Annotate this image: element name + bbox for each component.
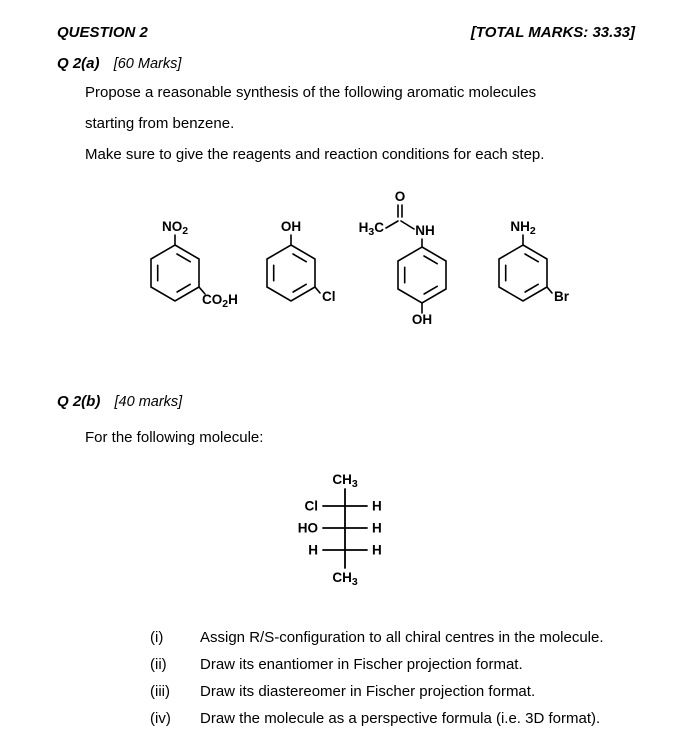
fischer-row3-left-label: H bbox=[308, 542, 318, 558]
fischer-top-ch3-label: $CH_3$ bbox=[332, 472, 358, 490]
question-title: QUESTION 2 bbox=[57, 24, 148, 41]
question-number: (i) bbox=[150, 629, 164, 646]
question-text: Draw its diastereomer in Fischer projection format. bbox=[200, 683, 536, 700]
bond bbox=[315, 287, 320, 293]
fischer-row2-left-label: HO bbox=[297, 520, 318, 536]
part-b-marks: [40 marks] bbox=[114, 394, 183, 410]
h3c-label: $H_3C$ bbox=[358, 220, 384, 238]
oh-label: OH bbox=[411, 312, 433, 327]
question-number: (iv) bbox=[150, 710, 171, 727]
molecule-2-chlorophenol bbox=[267, 219, 336, 304]
question-item-iii bbox=[150, 678, 604, 705]
co2h-label: $CO_2H$ bbox=[202, 292, 238, 310]
part-b-intro: For the following molecule: bbox=[85, 429, 264, 446]
fischer-projection-figure bbox=[0, 468, 692, 588]
question-text: Draw its enantiomer in Fischer projection format. bbox=[200, 656, 523, 673]
fischer-row2-right-label: H bbox=[372, 520, 382, 536]
fischer-row1-left-label: Cl bbox=[304, 498, 318, 514]
carbonyl-o-label: O bbox=[394, 189, 406, 204]
question-item-ii bbox=[150, 651, 604, 678]
nh-label: NH bbox=[415, 223, 435, 238]
instruction-line-3: Make sure to give the reagents and reaction conditions for each step. bbox=[85, 146, 545, 163]
question-number: (iii) bbox=[150, 683, 170, 700]
question-number: (ii) bbox=[150, 656, 167, 673]
part-a-label: Q 2(a) bbox=[57, 55, 100, 72]
nh2-label: $NH_2$ bbox=[510, 219, 536, 237]
header bbox=[57, 24, 635, 41]
instruction-line-1: Propose a reasonable synthesis of the following aromatic molecules bbox=[85, 84, 537, 101]
fischer-row3-right-label: H bbox=[372, 542, 382, 558]
benzene-ring bbox=[398, 247, 446, 303]
molecule-3-paracetamol bbox=[359, 189, 446, 327]
part-b-heading bbox=[57, 393, 182, 410]
bond bbox=[547, 287, 552, 293]
benzene-ring bbox=[499, 245, 547, 301]
part-a-instructions bbox=[85, 77, 544, 170]
part-b-label: Q 2(b) bbox=[57, 393, 101, 410]
molecule-1-nitrobenzoic-acid bbox=[151, 219, 238, 310]
question-item-i bbox=[150, 624, 604, 651]
oh-label: OH bbox=[280, 219, 302, 234]
benzene-ring bbox=[267, 245, 315, 301]
fischer-row1-right-label: H bbox=[372, 498, 382, 514]
molecule-4-bromoaniline bbox=[499, 219, 570, 304]
question-item-iv bbox=[150, 705, 604, 732]
fischer-bottom-ch3-label: $CH_3$ bbox=[332, 570, 358, 588]
question-text: Assign R/S-configuration to all chiral centres in the molecule. bbox=[200, 629, 604, 646]
benzene-ring bbox=[151, 245, 199, 301]
question-text: Draw the molecule as a perspective formula (i.e. 3D format). bbox=[200, 710, 601, 727]
part-a-marks: [60 Marks] bbox=[113, 56, 182, 72]
no2-label: $NO_2$ bbox=[161, 219, 189, 237]
total-marks: [TOTAL MARKS: 33.33] bbox=[470, 24, 635, 41]
br-label: Br bbox=[554, 289, 570, 304]
bond bbox=[401, 221, 414, 229]
bond bbox=[386, 221, 398, 228]
instruction-line-2: starting from benzene. bbox=[85, 115, 235, 132]
cl-label: Cl bbox=[322, 289, 336, 304]
part-a-heading bbox=[57, 55, 181, 72]
sub-question-list bbox=[150, 624, 604, 732]
aromatic-molecules-figure bbox=[0, 185, 692, 345]
